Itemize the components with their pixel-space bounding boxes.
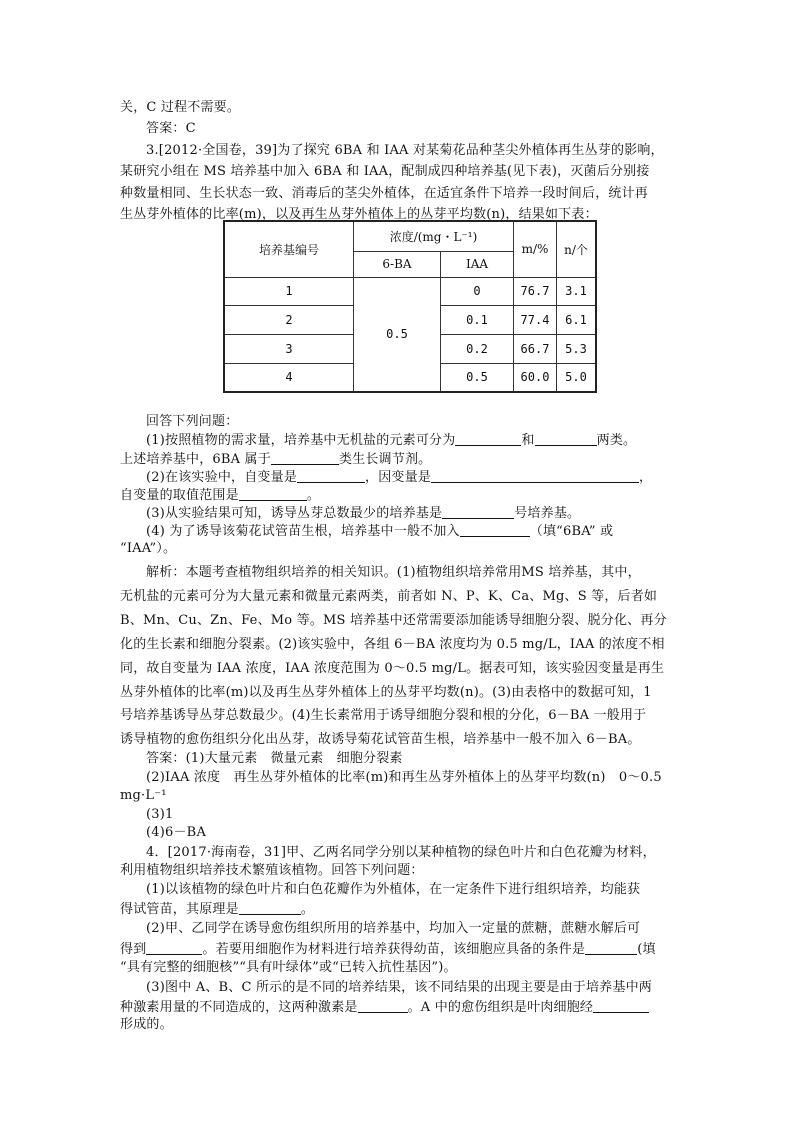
q4-part2-line: 得到 。若要用细胞作为材料进行培养获得幼苗，该细胞应具备的条件是 (填	[120, 942, 656, 957]
answer-line: mg·L⁻¹	[120, 788, 167, 803]
q4-part3-line: 形成的。	[120, 1017, 173, 1032]
cell-6ba-value: 0.5	[354, 277, 441, 392]
answer-line: (3)1	[146, 807, 174, 822]
q4-part1-line: 得试管苗，其原理是 。	[120, 902, 315, 917]
analysis-line: 号培养基诱导丛芽总数最少。(4)生长素常用于诱导细胞分裂和根的分化，6－BA 一般用于	[120, 708, 647, 723]
cell-iaa: 0.2	[441, 334, 514, 363]
intro-line: 关，C 过程不需要。	[120, 100, 241, 115]
cell-m: 66.7	[514, 334, 557, 363]
q4-part1-line: (1)以该植物的绿色叶片和白色花瓣作为外植体，在一定条件下进行组织培养，均能获	[146, 882, 641, 897]
q4-part2-line: (2)甲、乙同学在诱导愈伤组织所用的培养基中，均加入一定量的蔗糖，蔗糖水解后可	[146, 921, 641, 936]
cell-medium-id: 2	[224, 305, 354, 334]
q4-part3-line: (3)图中 A、B、C 所示的是不同的培养结果，该不同结果的出现主要是由于培养基中两	[146, 980, 652, 995]
analysis-line: 解析：本题考查植物组织培养的相关知识。(1)植物组织培养常用MS 培养基，其中，	[146, 565, 641, 580]
question-1-line: (1)按照植物的需求量，培养基中无机盐的元素可分为 和 两类。	[146, 433, 637, 448]
answer-line: 答案：C	[146, 121, 196, 136]
cell-medium-id: 4	[224, 363, 354, 392]
question-4-line: “IAA”）。	[120, 541, 177, 556]
header-6ba: 6-BA	[354, 251, 441, 277]
question-4-line: (4) 为了诱导该菊花试管苗生根，培养基中一般不加入 （填“6BA” 或	[146, 524, 614, 539]
q3-text-line: 生丛芽外植体的比率(m)，以及再生丛芽外植体上的丛芽平均数(n)，结果如下表：	[120, 207, 598, 222]
cell-iaa: 0.5	[441, 363, 514, 392]
q3-text-line: 种数量相同、生长状态一致、消毒后的茎尖外植体，在适宜条件下培养一段时间后，统计再	[120, 186, 649, 201]
answer-line: (2)IAA 浓度 再生丛芽外植体的比率(m)和再生丛芽外植体上的丛芽平均数(n) 0～0.5	[146, 770, 662, 785]
cell-iaa: 0	[441, 277, 514, 305]
question-1-line: 上述培养基中，6BA 属于 类生长调节剂。	[120, 452, 432, 467]
cell-n: 3.1	[557, 277, 597, 305]
header-medium: 培养基编号	[224, 221, 354, 277]
q4-part2-line: “具有完整的细胞核”“具有叶绿体”或“已转入抗性基因”)。	[120, 960, 457, 975]
question-2-line: (2)在该实验中，自变量是 ，因变量是 ，	[146, 470, 653, 485]
answer-line: (4)6－BA	[146, 825, 207, 840]
analysis-line: 丛芽外植体的比率(m)以及再生丛芽外植体上的丛芽平均数(n)。(3)由表格中的数据可知，1	[120, 685, 652, 700]
question-2-line: 自变量的取值范围是 。	[120, 488, 321, 503]
cell-m: 76.7	[514, 277, 557, 305]
analysis-line: 化的生长素和细胞分裂素。(2)该实验中，各组 6－BA 浓度均为 0.5 mg/L，IAA 的浓度不相	[120, 637, 665, 652]
analysis-line: 同，故自变量为 IAA 浓度，IAA 浓度范围为 0～0.5 mg/L。据表可知，该实验因变量是再生	[120, 661, 665, 676]
cell-n: 5.0	[557, 363, 597, 392]
cell-medium-id: 1	[224, 277, 354, 305]
q4-part3-line: 种激素用量的不同造成的，这两种激素是 。A 中的愈伤组织是叶肉细胞经	[120, 998, 680, 1017]
cell-n: 6.1	[557, 305, 597, 334]
header-m: m/%	[514, 221, 557, 277]
results-table	[223, 220, 597, 393]
header-n: n/个	[557, 221, 597, 277]
q4-heading-line: 4．[2017·海南卷，31]甲、乙两名同学分别以某种植物的绿色叶片和白色花瓣为材料，	[146, 845, 656, 860]
cell-medium-id: 3	[224, 334, 354, 363]
q3-text-line: 3.[2012·全国卷，39]为了探究 6BA 和 IAA 对某菊花品种茎尖外植体再生丛芽的影响，	[146, 143, 664, 158]
analysis-line: 诱导植物的愈伤组织分化出丛芽，故诱导菊花试管苗生根，培养基中一般不加入 6－BA。	[120, 732, 641, 747]
prompt-line: 回答下列问题：	[146, 414, 239, 429]
cell-n: 5.3	[557, 334, 597, 363]
header-concentration: 浓度/(mg・L⁻¹)	[354, 221, 514, 251]
q4-heading-line: 利用植物组织培养技术繁殖该植物。回答下列问题：	[120, 863, 424, 878]
q3-text-line: 某研究小组在 MS 培养基中加入 6BA 和 IAA，配制成四种培养基(见下表)，灭菌后分别接	[120, 164, 650, 179]
cell-iaa: 0.1	[441, 305, 514, 334]
header-iaa: IAA	[441, 251, 514, 277]
cell-m: 77.4	[514, 305, 557, 334]
analysis-line: B、Mn、Cu、Zn、Fe、Mo 等。MS 培养基中还常需要添加能诱导细胞分裂、脱分化、再分	[120, 613, 667, 628]
answer-line: 答案：(1)大量元素 微量元素 细胞分裂素	[146, 751, 403, 766]
question-3-line: (3)从实验结果可知，诱导丛芽总数最少的培养基是 号培养基。	[146, 506, 581, 521]
cell-m: 60.0	[514, 363, 557, 392]
analysis-line: 无机盐的元素可分为大量元素和微量元素两类，前者如 N、P、K、Ca、Mg、S 等，后者如	[120, 589, 658, 604]
